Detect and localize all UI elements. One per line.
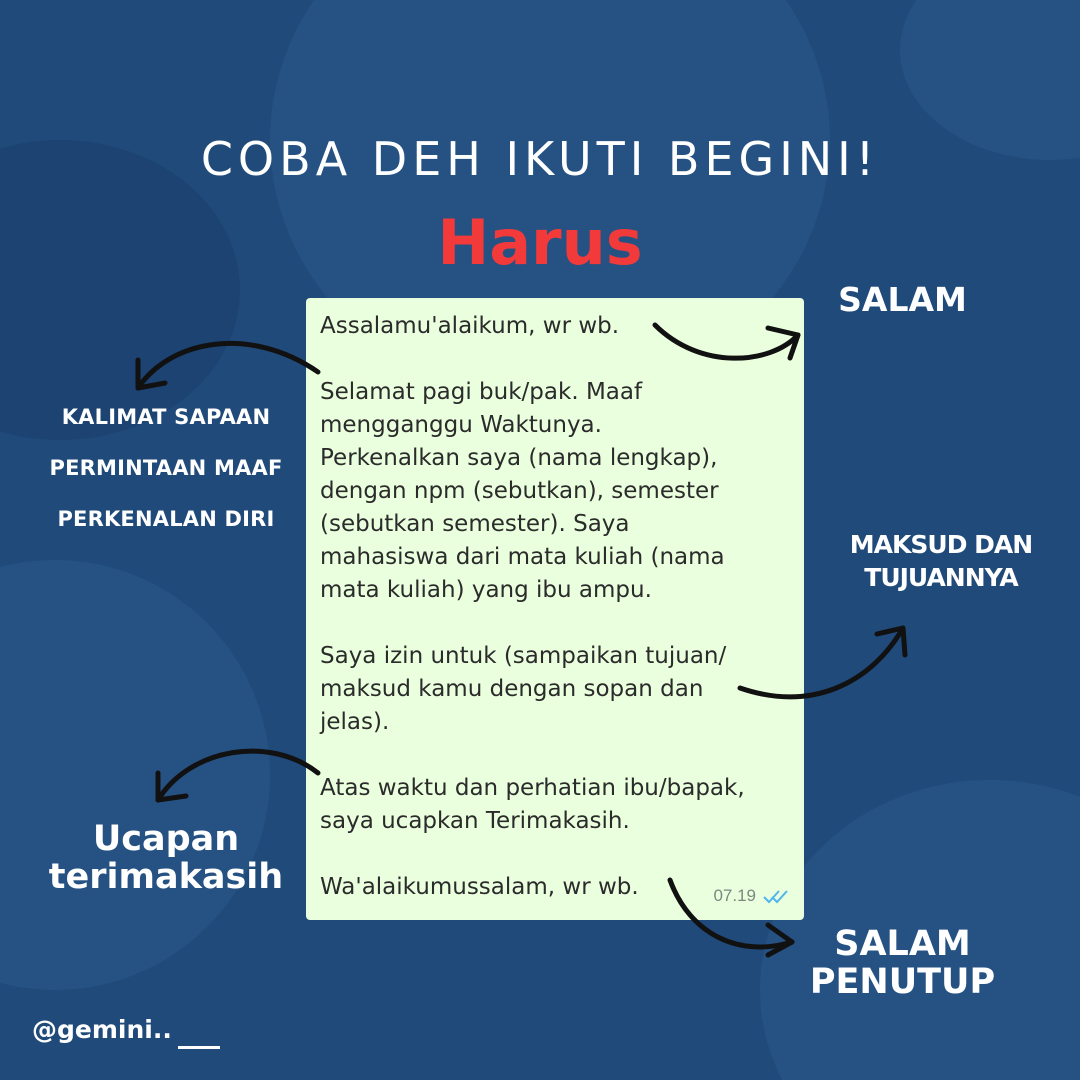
chat-paragraph-purpose: Saya izin untuk (sampaikan tujuan/ maksud kamu dengan sopan dan jelas). <box>320 643 727 735</box>
label-perkenalan-diri: PERKENALAN DIRI <box>57 507 275 531</box>
message-meta <box>713 879 790 912</box>
double-check-icon <box>762 888 790 904</box>
author-handle: @gemini.. <box>32 1015 172 1044</box>
headline: COBA DEH IKUTI BEGINI! <box>200 132 880 186</box>
label-salam-penutup: SALAM PENUTUP <box>809 924 996 1002</box>
chat-paragraph-closing: Wa'alaikumussalam, wr wb. <box>320 874 639 900</box>
chat-paragraph-thanks: Atas waktu dan perhatian ibu/bapak, saya ucapkan Terimakasih. <box>320 775 745 834</box>
message-time: 07.19 <box>713 886 756 905</box>
background-blob <box>0 560 270 990</box>
label-permintaan-maaf: PERMINTAAN MAAF <box>49 456 283 480</box>
chat-paragraph-greeting: Assalamu'alaikum, wr wb. <box>320 313 620 339</box>
label-ucapan-terimakasih: Ucapan terimakasih <box>48 819 284 897</box>
handle-underline <box>178 1046 220 1049</box>
chat-message-bubble <box>306 298 804 920</box>
keyword-title: Harus <box>437 206 643 279</box>
label-kalimat-sapaan: KALIMAT SAPAAN <box>61 405 271 429</box>
left-label-group <box>30 405 302 558</box>
chat-paragraph-intro: Selamat pagi buk/pak. Maaf mengganggu Waktunya. Perkenalkan saya (nama lengkap), dengan npm (sebutkan), semester (sebutkan semester). Saya mahasiswa dari mata kuliah (nama mata kuliah) yang ibu ampu. <box>320 379 725 603</box>
label-maksud-tujuan: MAKSUD DAN TUJUANNYA <box>849 530 1033 592</box>
label-salam: SALAM <box>838 280 967 319</box>
